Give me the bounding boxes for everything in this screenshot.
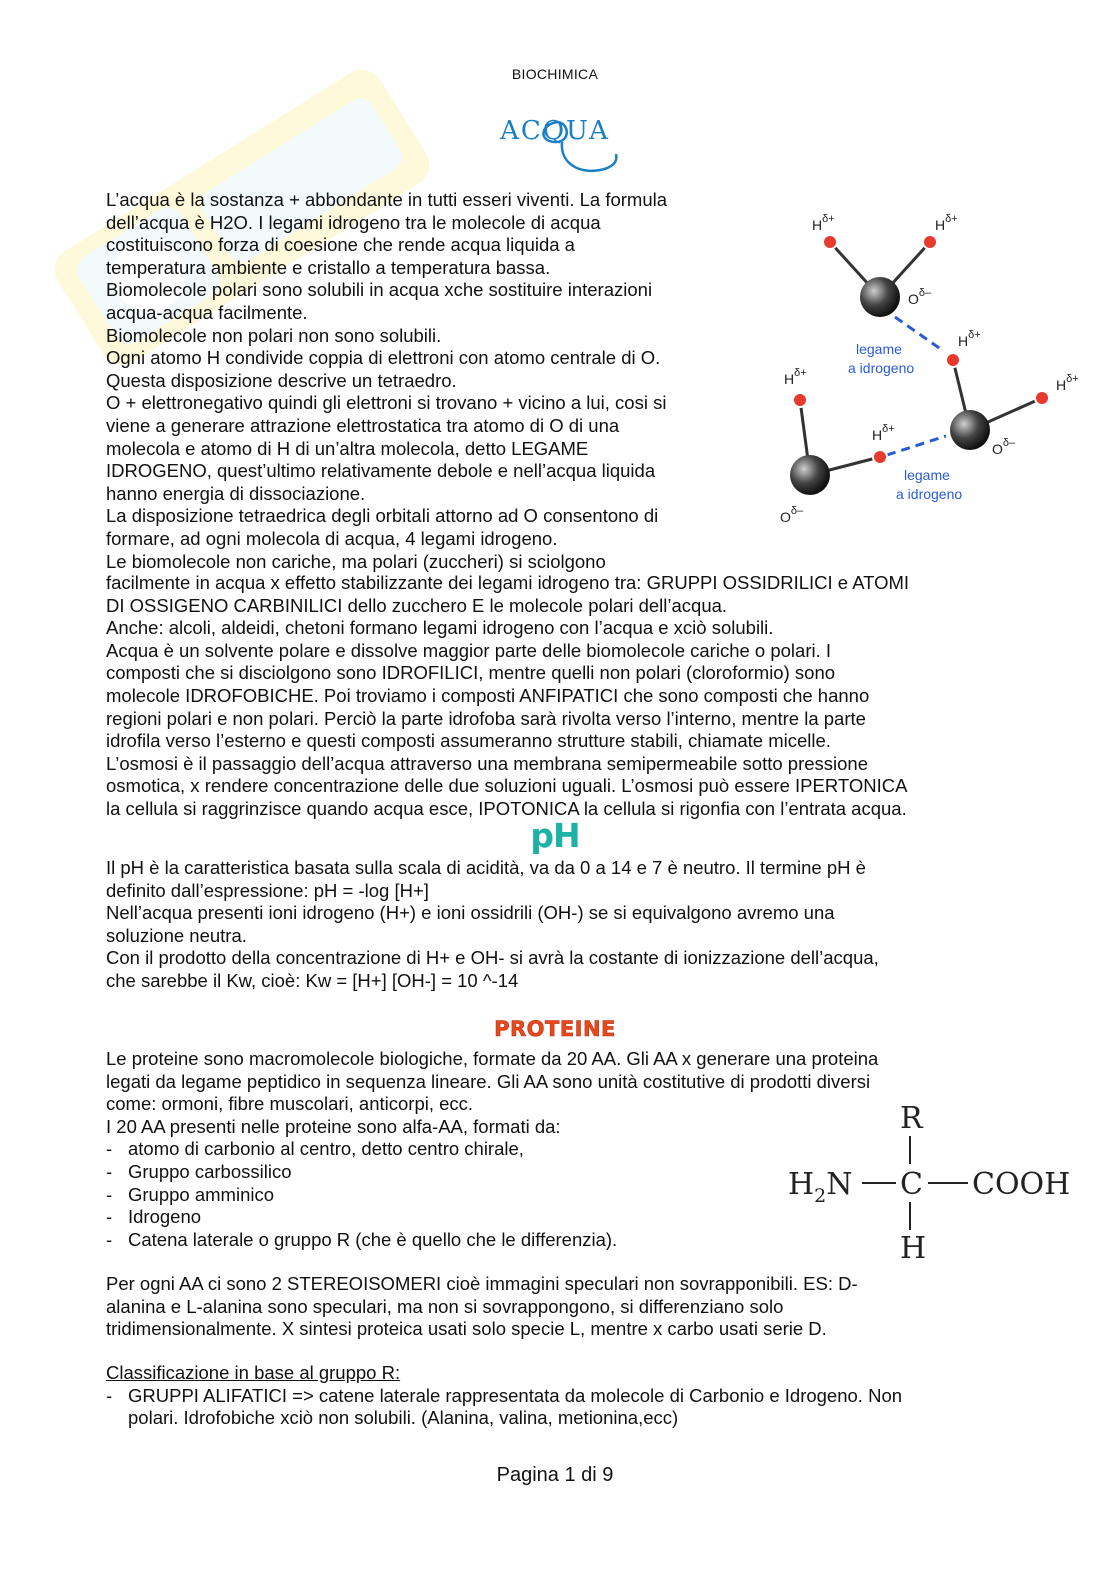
text-line: soluzione neutra. [106,924,247,946]
list-item: - atomo di carbonio al centro, detto centro chirale, [106,1138,1006,1161]
h-label: H [958,333,969,349]
text-line: idrofila verso l’esterno e questi composti assumeranno strutture stabili, chiamate micelle. [106,730,831,752]
bond-label: a idrogeno [848,360,915,376]
bond-label: a idrogeno [896,486,963,502]
oxygen-atom [790,455,830,495]
text-line: acqua-acqua facilmente. [106,301,308,323]
oxygen-atom [860,277,900,317]
amino-subscript: 2 [814,1185,827,1207]
text-line: composti che si disciolgono sono IDROFILICI, mentre quelli non polari (cloroformio) sono [106,662,836,684]
oxygen-atom [950,410,990,450]
h-label: H [812,217,823,233]
page-number: Pagina 1 di 9 [496,1464,614,1486]
text-line: alanina e L-alanina sono speculari, ma non si sovrappongono, si differenziano solo [106,1295,784,1317]
section-title-ph: pH [530,816,580,855]
classification-heading: Classificazione in base al gruppo R: [106,1362,401,1383]
text-line: Anche: alcoli, aldeidi, chetoni formano legami idrogeno con l’acqua e xciò solubili. [106,617,774,639]
text-line: Biomolecole polari sono solubili in acqua xche sostituire interazioni [106,279,653,301]
classification-section [106,1362,1006,1430]
water-hydrogen-bond-figure [770,200,1100,540]
svg-text:Hδ+ [958,329,981,349]
text-line: molecola e atomo di H di un’altra molecola, detto LEGAME [106,437,589,459]
list-item-line: GRUPPI ALIFATICI => catene laterale rappresentata da molecole di Carbonio e Idrogeno. Non [128,1384,903,1406]
delta-plus-label: δ+ [945,213,958,225]
text-line: Le biomolecole non cariche, ma polari (zuccheri) si sciolgono [106,550,606,572]
delta-plus-label: δ+ [968,329,981,341]
svg-text:Hδ+ [1056,373,1079,393]
delta-minus-label: δ– [1002,437,1016,449]
section-title-proteine: PROTEINE [494,1017,616,1041]
amino-acid-structure-figure [780,1100,1080,1270]
text-line: Nell’acqua presenti ioni idrogeno (H+) e ioni ossidrili (OH-) se si equivalgono avremo una [106,902,835,924]
text-line: Acqua è un solvente polare e dissolve maggior parte delle biomolecole cariche o polari. I [106,639,832,661]
list-item: - Catena laterale o gruppo R (che è quello che le differenzia). [106,1229,1006,1252]
h-label: H [935,217,946,233]
svg-text:Oδ– [780,505,804,525]
text-line: legati da legame peptidico in sequenza lineare. Gli AA sono unità costitutive di prodotti diversi [106,1070,871,1092]
list-item: - Gruppo amminico [106,1184,1006,1207]
h-label: H [1056,377,1067,393]
text-line: La disposizione tetraedrica degli orbitali attorno ad O consentono di [106,505,659,527]
svg-text:Hδ+ [812,213,835,233]
list-item: - Idrogeno [106,1206,1006,1229]
delta-plus-label: δ+ [794,367,807,379]
text-line: DI OSSIGENO CARBINILICI dello zucchero E le molecole polari dell’acqua. [106,594,728,616]
svg-text:Oδ– [992,437,1016,457]
text-line: O + elettronegativo quindi gli elettroni si trovano + vicino a lui, cosi si [106,392,667,414]
text-line: Con il prodotto della concentrazione di H+ e OH- si avrà la costante di ionizzazione dell’acqua, [106,947,879,969]
text-line: molecole IDROFOBICHE. Poi troviamo i composti ANFIPATICI che sono composti che hanno [106,684,870,706]
text-line: hanno energia di dissociazione. [106,482,366,504]
text-line: Biomolecole non polari non sono solubili. [106,324,442,346]
carbon-label: C [900,1167,923,1202]
h-label: H [784,371,795,387]
text-line: la cellula si raggrinzisce quando acqua esce, IPOTONICA la cellula si rigonfia con l’entrata acqua. [106,797,907,819]
o-label: O [908,291,919,307]
text-line: osmotica, x rendere concentrazione delle due soluzioni uguali. L’osmosi può essere IPERTONICA [106,775,908,797]
text-line: costituiscono forza di coesione che rende acqua liquida a [106,234,575,256]
text-line: Il pH è la caratteristica basata sulla scala di acidità, va da 0 a 14 e 7 è neutro. Il termine pH è [106,857,866,878]
delta-plus-label: δ+ [882,423,895,435]
amino-h-label: H [788,1167,815,1202]
delta-plus-label: δ+ [1066,373,1079,385]
text-line: tridimensionalmente. X sintesi proteica usati solo specie L, mentre x carbo usati serie D. [106,1318,827,1340]
text-line: Per ogni AA ci sono 2 STEREOISOMERI cioè immagini speculari non sovrapponibili. ES: D- [106,1273,858,1294]
list-item-line: polari. Idrofobiche xciò non solubili. (Alanina, valina, metionina,ecc) [128,1407,679,1429]
svg-text:Hδ+ [872,423,895,443]
text-line: IDROGENO, quest’ultimo relativamente debole e nell’acqua liquida [106,460,656,482]
text-line: viene a generare attrazione elettrostatica tra atomo di O di una [106,414,620,436]
page-header: BIOCHIMICA [511,66,599,82]
amino-n-label: N [826,1167,853,1202]
text-line: definito dall’espressione: pH = -log [H+] [106,879,429,901]
o-label: O [780,509,791,525]
stereoisomers-text [106,1273,1006,1341]
bond-label: legame [856,341,902,357]
classification-list [106,1385,1006,1430]
o-label: O [992,441,1003,457]
bond-label: legame [904,467,950,483]
ph-text [106,857,1006,993]
hydrogen-label: H [900,1231,927,1266]
carboxyl-label: COOH [972,1167,1071,1202]
list-item: - Gruppo carbossilico [106,1161,1006,1184]
delta-plus-label: δ+ [822,213,835,225]
list-item [106,1385,1006,1430]
text-line: Le proteine sono macromolecole biologiche, formate da 20 AA. Gli AA x generare una proteina [106,1048,879,1069]
text-line: dell’acqua è H2O. I legami idrogeno tra le molecole di acqua [106,211,601,233]
r-group-label: R [900,1101,923,1136]
text-line: facilmente in acqua x effetto stabilizzante dei legami idrogeno tra: GRUPPI OSSIDRILICI e ATOMI [106,572,910,593]
text-line: regioni polari e non polari. Perciò la parte idrofoba sarà rivolta verso l’interno, mentre la parte [106,707,866,729]
text-line: L’acqua è la sostanza + abbondante in tutti esseri viventi. La formula [106,189,668,210]
acqua-text-narrow [106,189,746,573]
text-line: I 20 AA presenti nelle proteine sono alfa-AA, formati da: [106,1115,561,1137]
section-title-acqua: ACQUA [500,116,610,146]
svg-text:H2N [788,1167,853,1207]
text-line: temperatura ambiente e cristallo a temperatura bassa. [106,256,551,278]
h-label: H [872,427,883,443]
text-line: L’osmosi è il passaggio dell’acqua attraverso una membrana semipermeabile sotto pressione [106,752,868,774]
delta-minus-label: δ– [918,287,932,299]
text-line: che sarebbe il Kw, cioè: Kw = [H+] [OH-] = 10 ^-14 [106,969,519,991]
text-line: formare, ad ogni molecola di acqua, 4 legami idrogeno. [106,527,558,549]
svg-text:Hδ+ [784,367,807,387]
delta-minus-label: δ– [790,505,804,517]
text-line: come: ormoni, fibre muscolari, anticorpi, ecc. [106,1093,474,1115]
text-line: Ogni atomo H condivide coppia di elettroni con atomo centrale di O. [106,347,661,369]
acqua-text-wide [106,572,1006,821]
svg-text:Hδ+ [935,213,958,233]
text-line: Questa disposizione descrive un tetraedro. [106,369,457,391]
svg-text:Oδ– [908,287,932,307]
